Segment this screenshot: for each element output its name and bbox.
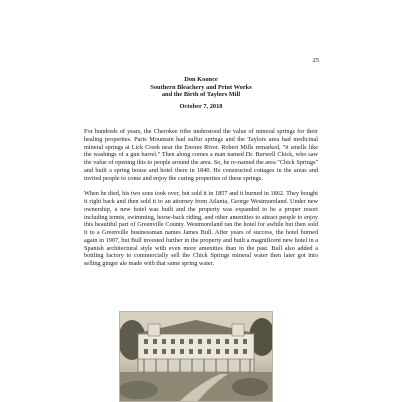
hotel-photograph (119, 311, 273, 402)
article-header (84, 76, 318, 110)
article-title-line-2: and the Birth of Taylors Mill (161, 91, 241, 99)
paragraph-1: For hundreds of years, the Cherokee tribe understood the value of mineral springs for their healing properties. Paris Mountain had sulfur springs and the Taylors area had medicinal mineral springs at Lick Creek near the Enoree River. Robert Mills remarked, "it smells like the washings of a gun barrel." Then along comes a man named Dr. Burwell Chick, who saw the value of opening this to people around the area. So, he re-named the area "Chick Springs" and built a spring house and hotel there in 1840. He constructed cottages in the areas and invited people to come and enjoy the curing properties of these springs. (84, 128, 318, 182)
article-body (84, 128, 318, 276)
page-number: 25 (312, 57, 319, 64)
hotel-illustration (120, 312, 272, 401)
article-title-line-1: Southern Bleachery and Print Works (150, 83, 252, 91)
author-name: Don Koonce (184, 76, 218, 83)
article-date: October 7, 2018 (179, 102, 223, 110)
paragraph-2: When he died, his two sons took over, but sold it in 1857 and it burned in 1862. They bought it right back and then sold it to an attorney from Atlanta, George Westmoreland. Under new ownership, a new hotel was built and the property was expanded to be a proper resort including tennis, swimming, horse-back riding, and other amenities to attract people to enjoy this beautiful part of Greenville County. Westmoreland ran the hotel for awhile but then sold it to a Greenville businessman names James Bull. After years of success, the hotel burned again in 1907, but Bull invested further in the property and built a magnificent new hotel in a Spanish architectural style with even more amenities than in the past. Bull also added a bottling factory to commercially sell the Chick Springs mineral water then later got into selling ginger ale made with that same spring water. (84, 190, 318, 267)
